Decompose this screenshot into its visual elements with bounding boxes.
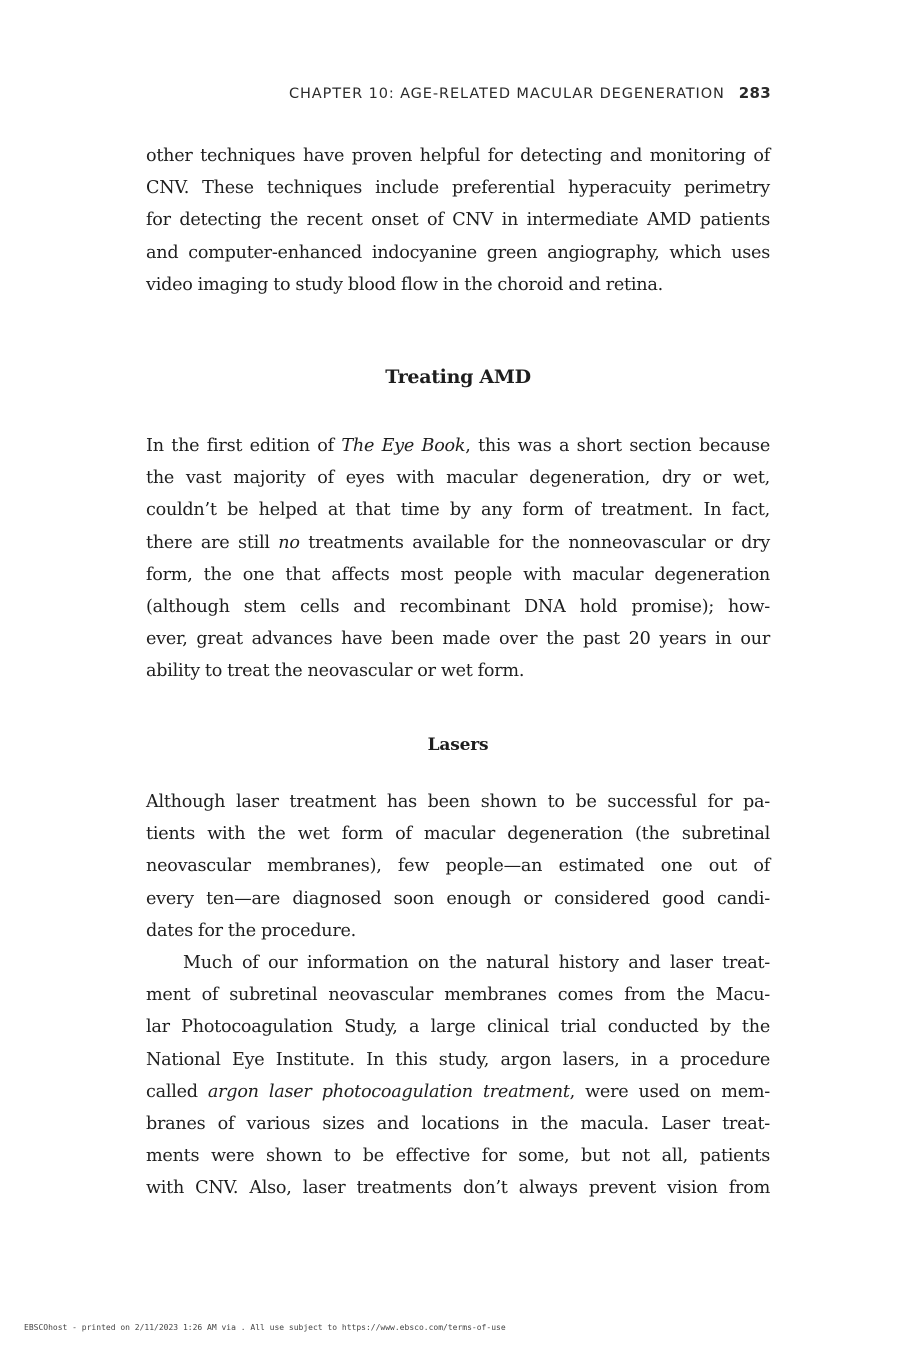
- print-footer: EBSCOhost - printed on 2/11/2023 1:26 AM via . All use subject to https://www.ebsco.com/terms-of-use: [24, 1323, 506, 1332]
- section-heading-treating-amd: Treating AMD: [385, 366, 531, 388]
- page-number: 283: [738, 84, 771, 102]
- text-line: couldn’t be helped at that time by any form of treatment. In fact,: [146, 500, 770, 521]
- treating-paragraph: [146, 430, 770, 688]
- text-span: there are still: [146, 532, 279, 553]
- text-line: [146, 430, 770, 462]
- text-line: [146, 527, 770, 559]
- text-line: ability to treat the neovascular or wet form.: [146, 661, 525, 682]
- lasers-paragraph-2: [146, 947, 770, 1205]
- text-line: Much of our information on the natural history and laser treat-: [183, 953, 770, 973]
- text-line: branes of various sizes and locations in the macula. Laser treat-: [146, 1114, 770, 1135]
- running-header: [289, 84, 771, 102]
- text-line: with CNV. Also, laser treatments don’t always prevent vision from: [146, 1178, 770, 1199]
- text-line: tients with the wet form of macular degeneration (the subretinal: [146, 824, 770, 845]
- text-span: , this was a short section because: [465, 436, 770, 456]
- text-line: [146, 1076, 770, 1108]
- text-line: ever, great advances have been made over the past 20 years in our: [146, 629, 770, 650]
- text-line: Although laser treatment has been shown to be successful for pa-: [146, 792, 770, 812]
- emphasis-italic: no: [278, 532, 300, 553]
- text-line: (although stem cells and recombinant DNA hold promise); how-: [146, 597, 770, 618]
- text-line: form, the one that affects most people with macular degeneration: [146, 564, 770, 585]
- text-line: ments were shown to be effective for some, but not all, patients: [146, 1146, 770, 1167]
- text-line: CNV. These techniques include preferential hyperacuity perimetry: [146, 178, 770, 199]
- text-line: and computer-enhanced indocyanine green angiography, which uses: [146, 242, 770, 263]
- book-title-italic: The Eye Book: [341, 436, 466, 456]
- text-line: National Eye Institute. In this study, argon lasers, in a procedure: [146, 1049, 770, 1070]
- text-line: ment of subretinal neovascular membranes comes from the Macu-: [146, 985, 770, 1006]
- text-line: video imaging to study blood flow in the choroid and retina.: [146, 274, 663, 295]
- text-line: the vast majority of eyes with macular degeneration, dry or wet,: [146, 468, 770, 489]
- text-line: dates for the procedure.: [146, 920, 357, 941]
- text-span: , were used on mem-: [569, 1081, 770, 1102]
- section-heading-lasers: Lasers: [427, 735, 489, 755]
- text-line: lar Photocoagulation Study, a large clinical trial conducted by the: [146, 1017, 770, 1038]
- text-span: called: [146, 1081, 208, 1102]
- text-line: every ten—are diagnosed soon enough or considered good candi-: [146, 888, 770, 909]
- text-line: other techniques have proven helpful for detecting and monitoring of: [146, 146, 770, 166]
- term-italic: argon laser photocoagulation treatment: [207, 1081, 570, 1102]
- text-span: In the first edition of: [146, 436, 342, 456]
- text-line: for detecting the recent onset of CNV in intermediate AMD patients: [146, 210, 770, 231]
- chapter-title: CHAPTER 10: AGE-RELATED MACULAR DEGENERATION: [288, 86, 725, 102]
- text-line: neovascular membranes), few people—an estimated one out of: [146, 856, 770, 877]
- intro-paragraph: [146, 140, 770, 301]
- lasers-paragraph-1: [146, 786, 770, 947]
- text-span: treatments available for the nonneovascular or dry: [299, 532, 770, 553]
